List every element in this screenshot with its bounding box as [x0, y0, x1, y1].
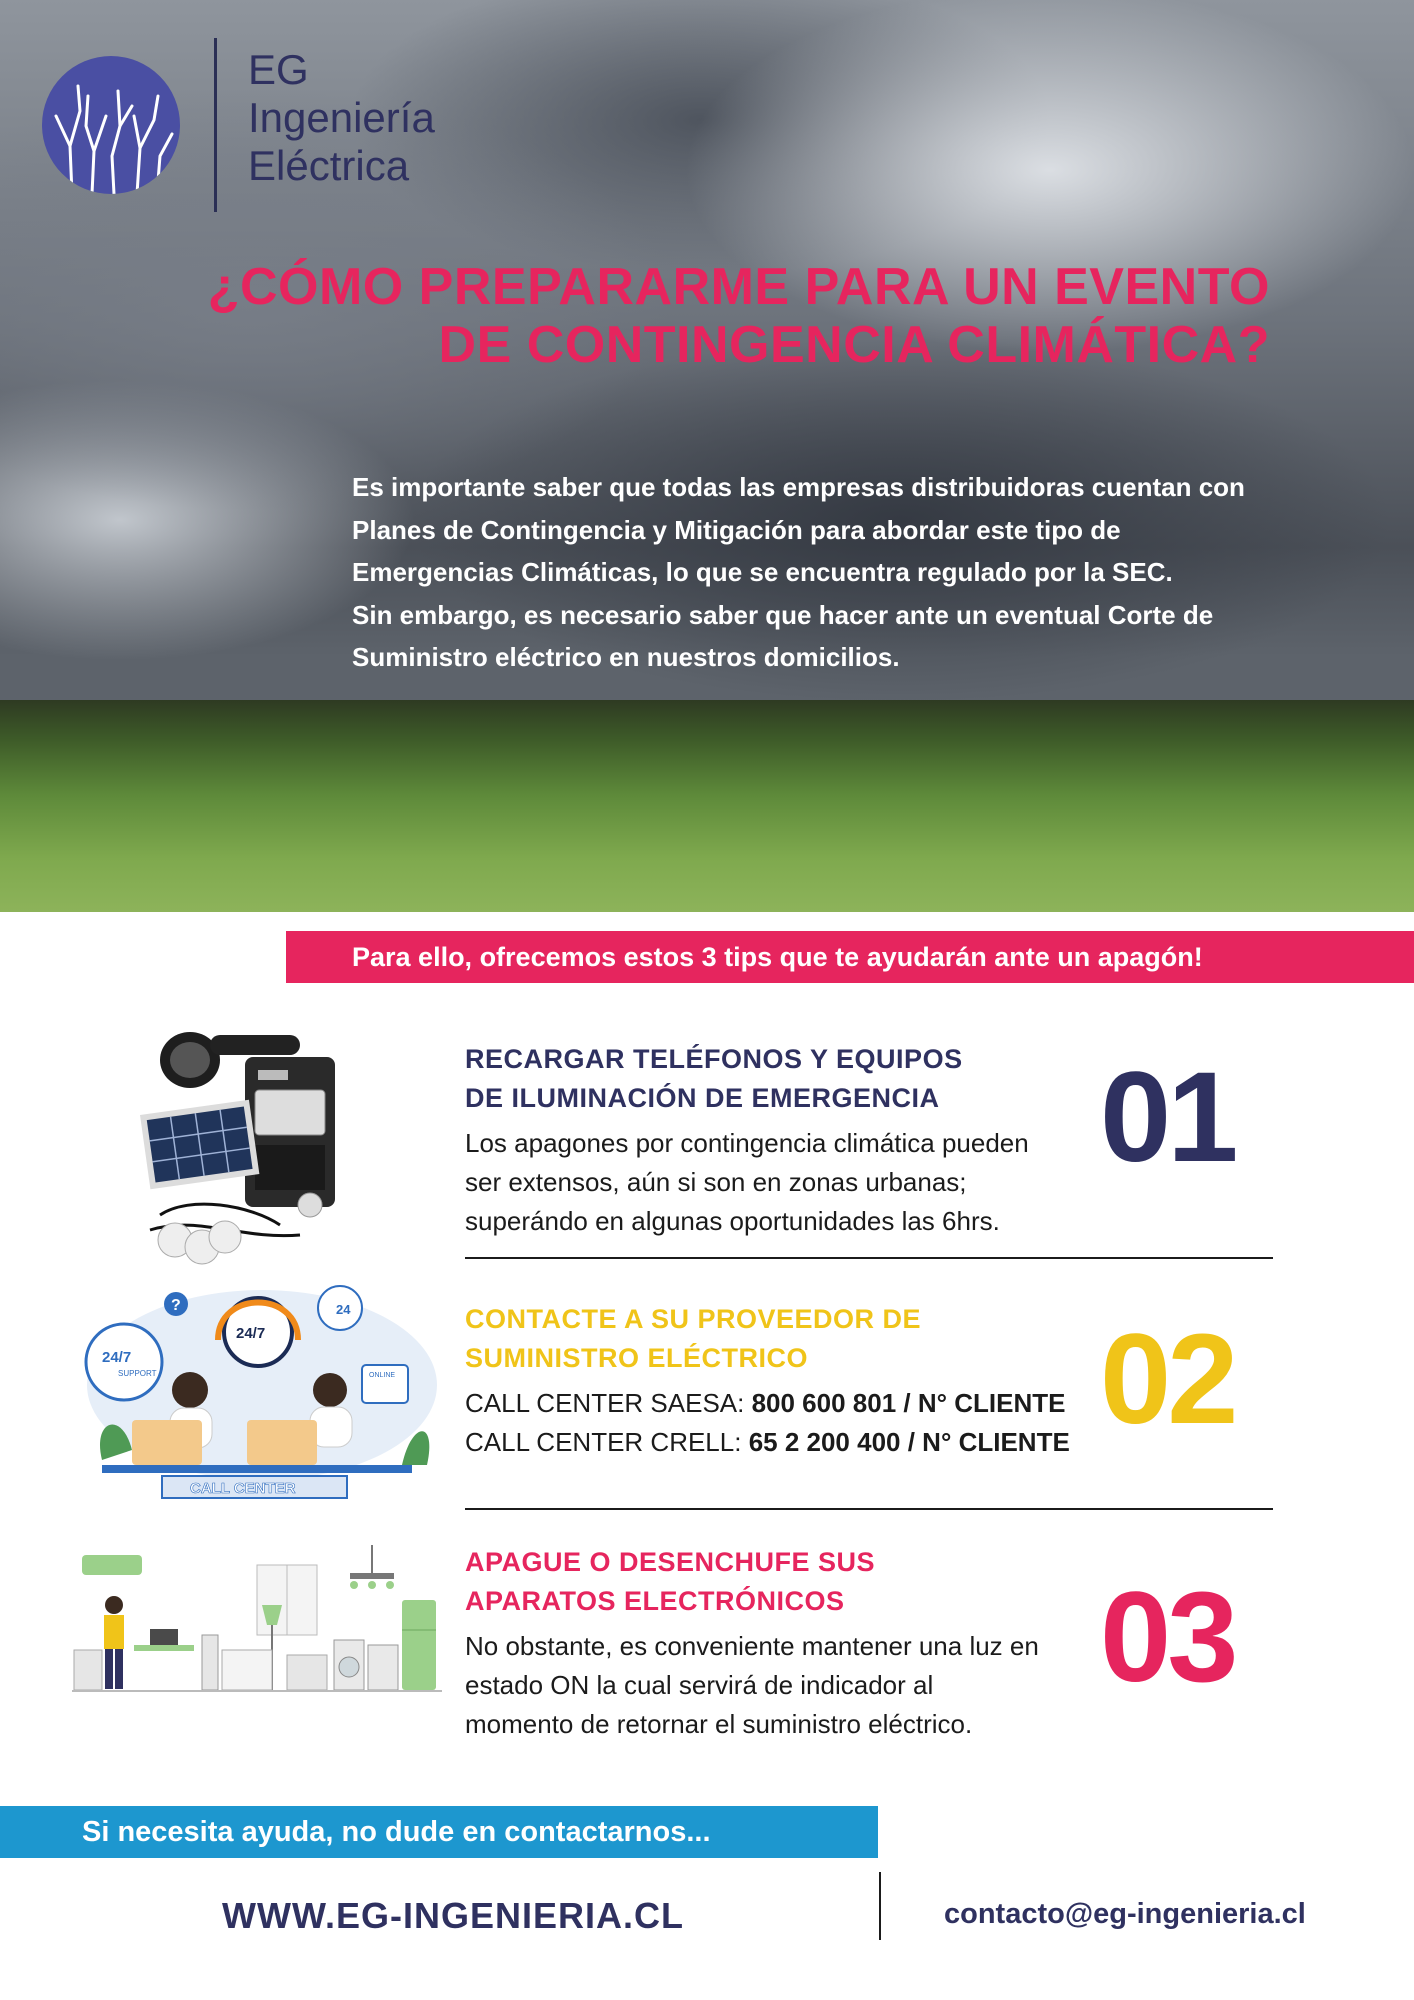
tip-2-title-line: CONTACTE A SU PROVEEDOR DE [465, 1304, 922, 1334]
tip-3-body-line: estado ON la cual servirá de indicador al [465, 1670, 934, 1700]
brand-line-1: EG [248, 46, 309, 93]
brand-logo-icon [42, 56, 180, 194]
help-banner-text: Si necesita ayuda, no dude en contactarnos... [82, 1816, 711, 1848]
chat-label: 24 [336, 1302, 351, 1317]
call-center-illustration [72, 1280, 442, 1505]
tip-1-body-line: superándo en algunas oportunidades las 6hrs. [465, 1206, 1000, 1236]
tip-1-body-line: Los apagones por contingencia climática pueden [465, 1128, 1029, 1158]
page-title [150, 258, 1270, 374]
tip-3-title-line: APAGUE O DESENCHUFE SUS [465, 1547, 876, 1577]
support-label: 24/7 [102, 1349, 132, 1366]
contact-crell [465, 1423, 1070, 1462]
brand-line-2: Ingeniería [248, 94, 435, 141]
title-line-2: DE CONTINGENCIA CLIMÁTICA? [438, 316, 1270, 374]
contact-saesa-label: CALL CENTER SAESA: [465, 1388, 752, 1418]
intro-paragraph [352, 466, 1312, 679]
tip-2-number: 02 [1100, 1308, 1235, 1451]
brand-name [248, 46, 435, 190]
tip-1-body-line: ser extensos, aún si son en zonas urbanas; [465, 1167, 967, 1197]
tip-1-number: 01 [1100, 1046, 1235, 1189]
contact-saesa-value: 800 600 801 / N° CLIENTE [751, 1388, 1066, 1418]
online-label: ONLINE [369, 1372, 396, 1379]
contact-saesa [465, 1384, 1070, 1423]
intro-line: Emergencias Climáticas, lo que se encuentra regulado por la SEC. [352, 557, 1173, 587]
intro-line: Planes de Contingencia y Mitigación para abordar este tipo de [352, 514, 1121, 545]
clock-label: 24/7 [236, 1325, 266, 1342]
tip-3-title-line: APARATOS ELECTRÓNICOS [465, 1586, 845, 1616]
tip-1-body [465, 1124, 1029, 1241]
tip-3-number: 03 [1100, 1566, 1235, 1709]
logo-divider [214, 38, 217, 212]
intro-line: Es importante saber que todas las empresas distribuidoras cuentan con [352, 472, 1245, 502]
question-label: ? [171, 1297, 181, 1314]
tips-banner [286, 931, 1414, 983]
tip-3-body [465, 1627, 1039, 1744]
tip-divider [465, 1257, 1273, 1259]
tip-3-body-line: momento de retornar el suministro eléctrico. [465, 1709, 973, 1739]
contact-crell-label: CALL CENTER CRELL: [465, 1427, 749, 1457]
tip-3-title [465, 1543, 875, 1621]
solar-lantern-kit-illustration [130, 1015, 340, 1270]
tip-divider [465, 1508, 1273, 1510]
hero-section [0, 0, 1414, 912]
contact-crell-value: 65 2 200 400 / N° CLIENTE [748, 1427, 1070, 1457]
tip-2-contacts [465, 1384, 1070, 1462]
tip-2-title-line: SUMINISTRO ELÉCTRICO [465, 1343, 809, 1373]
email-link[interactable]: contacto@eg-ingenieria.cl [944, 1898, 1306, 1930]
title-line-1: ¿CÓMO PREPARARME PARA UN EVENTO [207, 258, 1270, 316]
intro-line: Sin embargo, es necesario saber que hacer ante un eventual Corte de [352, 599, 1214, 630]
intro-line: Suministro eléctrico en nuestros domicilios. [352, 642, 900, 672]
help-banner [0, 1806, 878, 1858]
call-center-label: CALL CENTER [190, 1480, 296, 1497]
tip-1-title-line: RECARGAR TELÉFONOS Y EQUIPOS [465, 1044, 963, 1074]
tip-3-body-line: No obstante, es conveniente mantener una luz en [465, 1631, 1039, 1661]
tips-banner-text: Para ello, ofrecemos estos 3 tips que te ayudarán ante un apagón! [352, 942, 1203, 972]
tip-1-title-line: DE ILUMINACIÓN DE EMERGENCIA [465, 1083, 940, 1113]
support-sub-label: SUPPORT [118, 1369, 157, 1378]
website-link[interactable]: WWW.EG-INGENIERIA.CL [222, 1895, 684, 1936]
home-appliances-illustration [72, 1545, 442, 1705]
tip-1-title [465, 1040, 963, 1118]
grass-field [0, 700, 1414, 912]
brand-line-3: Eléctrica [248, 142, 410, 189]
tip-2-title [465, 1300, 921, 1378]
footer-divider [879, 1872, 881, 1940]
